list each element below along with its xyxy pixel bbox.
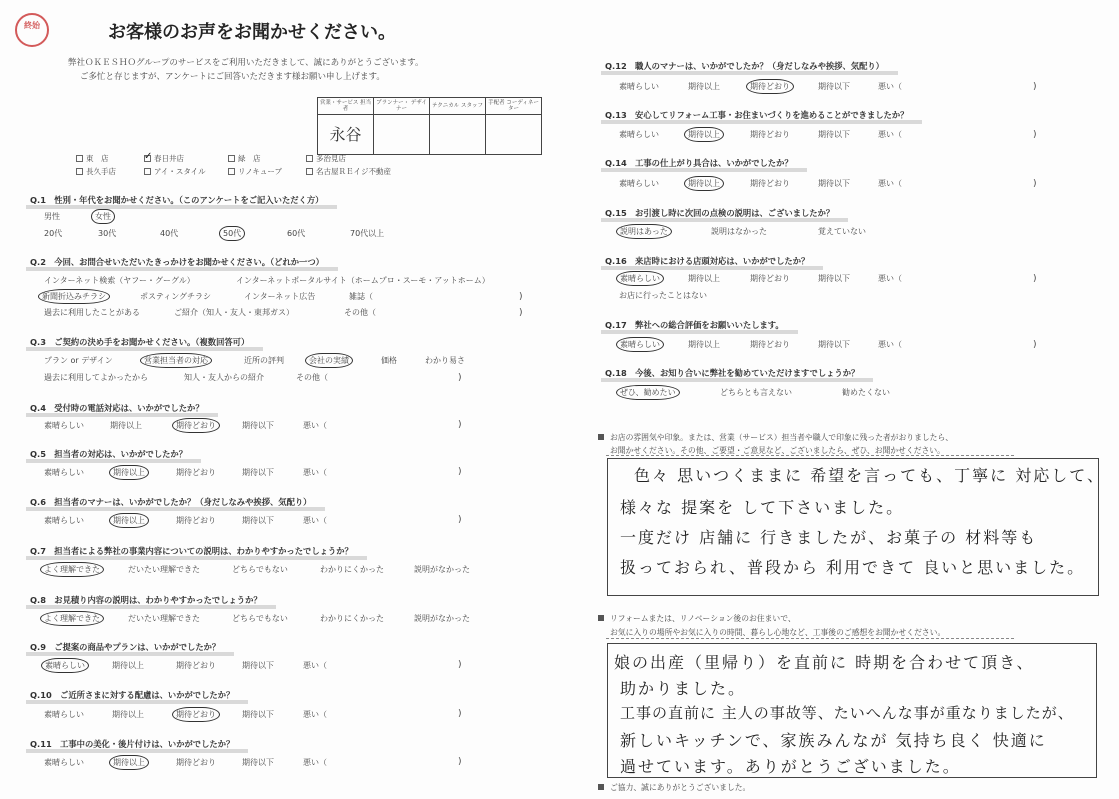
paren-close: )	[1033, 179, 1037, 189]
option[interactable]: 素晴らしい	[44, 710, 84, 719]
option[interactable]: 70代以上	[350, 229, 385, 238]
option[interactable]: 悪い（	[878, 340, 902, 349]
staff-header-technical: テクニカル スタッフ	[430, 98, 486, 115]
staff-table	[317, 97, 542, 155]
question-q12: Q.12 職人のマナーは、いかがでしたか？（身だしなみや挨拶、気配り）	[605, 61, 884, 71]
option[interactable]: 期待以上	[110, 421, 142, 430]
store-option[interactable]: 長久手店	[76, 166, 116, 177]
option-selected[interactable]: よく理解できた	[41, 563, 103, 576]
option[interactable]: 期待以下	[242, 468, 274, 477]
option[interactable]: 期待どおり	[176, 516, 216, 525]
option[interactable]: 40代	[160, 229, 179, 238]
option[interactable]: だいたい理解できた	[128, 614, 200, 623]
option[interactable]: わかり易さ	[425, 356, 465, 365]
option[interactable]: 期待以上	[112, 661, 144, 670]
option[interactable]: インターネット検索（ヤフー・グーグル）	[44, 276, 195, 285]
option[interactable]: 素晴らしい	[44, 516, 84, 525]
question-q7: Q.7 担当者による弊社の事業内容についての説明は、わかりやすかったでしょうか？	[30, 546, 353, 556]
paren-close: )	[458, 660, 462, 670]
option-selected[interactable]: 女性	[92, 210, 114, 223]
option[interactable]: 期待どおり	[750, 179, 790, 188]
option-selected[interactable]: 素晴らしい	[42, 659, 88, 672]
question-q2: Q.2 今回、お問合せいただいたきっかけをお聞かせください。（どれか一つ）	[30, 257, 324, 267]
paren-close: )	[458, 757, 462, 767]
option[interactable]: 説明がなかった	[414, 565, 470, 574]
paren-close: )	[519, 292, 523, 302]
checkbox-icon[interactable]	[306, 155, 313, 162]
option[interactable]: 悪い（	[303, 758, 327, 767]
question-q16: Q.16 来店時における店頭対応は、いかがでしたか？	[605, 256, 810, 266]
option-selected[interactable]: 素晴らしい	[617, 272, 663, 285]
option[interactable]: 期待以下	[242, 421, 274, 430]
option[interactable]: 近所の評判	[244, 356, 284, 365]
option[interactable]: 悪い（	[303, 421, 327, 430]
option[interactable]: 悪い（	[303, 516, 327, 525]
option[interactable]: 期待以下	[242, 758, 274, 767]
question-q18: Q.18 今後、お知り合いに弊社を勧めていただけますでしょうか？	[605, 368, 860, 378]
option[interactable]: 悪い（	[878, 130, 902, 139]
comment-1-line-4: 扱っておられ、普段から 利用できて 良いと思いました。	[620, 558, 1086, 577]
staff-value-technical[interactable]	[430, 115, 486, 155]
intro-line-1: 弊社ＯＫＥＳＨＯグループのサービスをご利用いただきまして、誠にありがとうございます。	[68, 58, 424, 68]
option[interactable]: インターネットポータルサイト（ホームプロ・スーモ・アットホーム）	[236, 276, 490, 285]
option[interactable]: プラン or デザイン	[44, 356, 113, 365]
option[interactable]: 素晴らしい	[619, 130, 659, 139]
option[interactable]: 期待以下	[818, 340, 850, 349]
question-q15: Q.15 お引渡し時に次回の点検の説明は、ございましたか？	[605, 208, 835, 218]
paren-close: )	[458, 709, 462, 719]
option-selected[interactable]: ぜひ、勧めたい	[617, 386, 679, 399]
option[interactable]: 20代	[44, 229, 63, 238]
square-bullet-icon	[598, 434, 604, 440]
question-q6: Q.6 担当者のマナーは、いかがでしたか？（身だしなみや挨拶、気配り）	[30, 497, 312, 507]
option[interactable]: 知人・友人からの紹介	[184, 373, 264, 382]
question-q13: Q.13 安心してリフォーム工事・お住まいづくりを進めることができましたか？	[605, 110, 909, 120]
dashed-rule	[606, 455, 1014, 456]
option[interactable]: 素晴らしい	[44, 758, 84, 767]
comment-box-2[interactable]	[607, 643, 1097, 778]
option[interactable]: 期待以上	[688, 274, 720, 283]
option[interactable]: お店に行ったことはない	[619, 291, 707, 300]
seal-stamp: 終始	[15, 13, 49, 47]
question-q9: Q.9 ご提案の商品やプランは、いかがでしたか？	[30, 642, 221, 652]
checkbox-icon[interactable]	[306, 168, 313, 175]
option[interactable]: 期待どおり	[750, 274, 790, 283]
option[interactable]: 期待どおり	[750, 130, 790, 139]
comment-2-line-2: 助かりました。	[620, 679, 747, 698]
option[interactable]: 覚えていない	[818, 227, 866, 236]
option[interactable]: 雑誌（	[349, 292, 373, 301]
option-selected[interactable]: 期待どおり	[173, 419, 219, 432]
option[interactable]: 素晴らしい	[44, 421, 84, 430]
option[interactable]: インターネット広告	[244, 292, 316, 301]
question-q4: Q.4 受付時の電話対応は、いかがでしたか？	[30, 403, 204, 413]
option[interactable]: 悪い（	[303, 468, 327, 477]
option[interactable]: 素晴らしい	[619, 82, 659, 91]
question-q11: Q.11 工事中の美化・後片付けは、いかがでしたか？	[30, 739, 235, 749]
staff-value-sales[interactable]: 永谷	[318, 115, 374, 155]
checkbox-icon[interactable]	[76, 155, 83, 162]
option[interactable]: 悪い（	[303, 661, 327, 670]
option[interactable]: 期待以上	[112, 710, 144, 719]
comment-1-line-2: 様々な 提案を して下さいました。	[620, 498, 905, 517]
option[interactable]: 悪い（	[303, 710, 327, 719]
paren-close: )	[1033, 130, 1037, 140]
option[interactable]: だいたい理解できた	[128, 565, 200, 574]
option[interactable]: 60代	[287, 229, 306, 238]
store-option[interactable]: 緑 店	[228, 153, 261, 164]
option[interactable]: ご紹介（知人・友人・東邦ガス）	[174, 308, 294, 317]
option[interactable]: 説明はなかった	[711, 227, 767, 236]
comment-1-line-1: 色々 思いつくままに 希望を言っても、丁寧に 対応して、	[634, 466, 1105, 485]
option[interactable]: 期待以上	[688, 340, 720, 349]
question-q8: Q.8 お見積り内容の説明は、わかりやすかったでしょうか？	[30, 595, 262, 605]
paren-close: )	[458, 515, 462, 525]
store-option-kasugai[interactable]: ✓ 春日井店	[144, 153, 184, 164]
option-selected[interactable]: よく理解できた	[41, 612, 103, 625]
option[interactable]: 素晴らしい	[44, 468, 84, 477]
question-q14: Q.14 工事の仕上がり具合は、いかがでしたか？	[605, 158, 793, 168]
option[interactable]: 期待どおり	[176, 468, 216, 477]
option-selected[interactable]: 期待どおり	[747, 80, 793, 93]
section-heading-2: リフォームまたは、リノベーション後のお住まいで、	[598, 613, 796, 624]
option[interactable]: 過去に利用してよかったから	[44, 373, 148, 382]
staff-value-planner[interactable]	[374, 115, 430, 155]
option[interactable]: ポスティングチラシ	[140, 292, 212, 301]
paren-close: )	[1033, 82, 1037, 92]
option[interactable]: 期待以上	[688, 82, 720, 91]
option[interactable]: 期待以下	[242, 710, 274, 719]
option[interactable]: 悪い（	[878, 274, 902, 283]
store-option[interactable]: リノキューブ	[228, 166, 282, 177]
option-selected[interactable]: 期待どおり	[173, 708, 219, 721]
paren-close: )	[458, 373, 462, 383]
option[interactable]: 期待以下	[818, 82, 850, 91]
option[interactable]: 説明がなかった	[414, 614, 470, 623]
intro-line-2: ご多忙と存じますが、アンケートにご回答いただきます様お願い申し上げます。	[80, 72, 385, 82]
comment-1-line-3: 一度だけ 店舗に 行きましたが、お菓子の 材料等も	[620, 528, 1038, 547]
option[interactable]: 悪い（	[878, 82, 902, 91]
question-q17: Q.17 弊社への総合評価をお願いいたします。	[605, 320, 784, 330]
option[interactable]: その他（	[296, 373, 328, 382]
option-selected[interactable]: 期待以上	[685, 128, 723, 141]
staff-value-coordinator[interactable]	[486, 115, 542, 155]
option-selected[interactable]: 期待以上	[110, 466, 148, 479]
option[interactable]: どちらとも言えない	[720, 388, 792, 397]
option-selected[interactable]: 50代	[220, 227, 244, 240]
question-q3: Q.3 ご契約の決め手をお聞かせください。（複数回答可）	[30, 337, 250, 347]
option[interactable]: 期待どおり	[176, 661, 216, 670]
comment-box-1[interactable]	[607, 458, 1105, 596]
comment-2-line-3: 工事の直前に 主人の事故等、たいへんな事が重なりましたが、	[620, 704, 1074, 722]
option-selected[interactable]: 素晴らしい	[617, 338, 663, 351]
option[interactable]: 期待以下	[818, 179, 850, 188]
option[interactable]: 期待以下	[242, 661, 274, 670]
checkbox-checked-icon[interactable]	[144, 155, 151, 162]
checkbox-icon[interactable]	[76, 168, 83, 175]
option[interactable]: 期待以下	[818, 274, 850, 283]
paren-close: )	[458, 467, 462, 477]
option[interactable]: 期待以下	[242, 516, 274, 525]
option-selected[interactable]: 新聞折込みチラシ	[39, 290, 109, 303]
paren-close: )	[1033, 274, 1037, 284]
store-option[interactable]: 名古屋ＲＥイジ不動産	[306, 166, 391, 177]
question-q1: Q.1 性別・年代をお聞かせください。（このアンケートをご記入いただく方）	[30, 195, 324, 205]
comment-2-line-5: 過せています。ありがとうございました。	[620, 757, 961, 776]
comment-2-line-4: 新しいキッチンで、家族みんなが 気持ち良く 快適に	[620, 731, 1047, 750]
option[interactable]: 期待どおり	[176, 758, 216, 767]
option-selected[interactable]: 期待以上	[110, 756, 148, 769]
option[interactable]: 男性	[44, 212, 60, 221]
square-bullet-icon	[598, 615, 604, 621]
page-title: お客様のお声をお聞かせください。	[108, 22, 396, 43]
checkbox-icon[interactable]	[228, 155, 235, 162]
option[interactable]: 期待どおり	[750, 340, 790, 349]
question-q5: Q.5 担当者の対応は、いかがでしたか？	[30, 449, 188, 459]
option[interactable]: 悪い（	[878, 179, 902, 188]
option-selected[interactable]: 期待以上	[685, 177, 723, 190]
option[interactable]: わかりにくかった	[320, 565, 384, 574]
section-heading-2-line-2: お気に入りの場所やお気に入りの時間、暮らし心地など、工事後のご感想をお聞かせください。	[610, 628, 946, 637]
store-option[interactable]: 東 店	[76, 153, 109, 164]
option[interactable]: どちらでもない	[232, 565, 288, 574]
staff-header-coordinator: 手配者 コーディネーター	[486, 98, 542, 115]
option[interactable]: 30代	[98, 229, 117, 238]
option[interactable]: 素晴らしい	[619, 179, 659, 188]
store-option[interactable]: 多治見店	[306, 153, 346, 164]
square-bullet-icon	[598, 784, 604, 790]
option[interactable]: わかりにくかった	[320, 614, 384, 623]
paren-close: )	[1033, 340, 1037, 350]
staff-header-planner: プランナー・ デザイナー	[374, 98, 430, 115]
question-q10: Q.10 ご近所さまに対する配慮は、いかがでしたか？	[30, 690, 235, 700]
option-selected[interactable]: 期待以上	[110, 514, 148, 527]
option[interactable]: 価格	[381, 356, 397, 365]
section-heading-1: お店の雰囲気や印象。または、営業（サービス）担当者や職人で印象に残った者がおりましたら、	[598, 432, 953, 443]
section-heading-1-line-2: お聞かせください。その他、ご要望・ご意見など、ございましたら、ぜひ、お聞かせください。	[610, 446, 945, 455]
option[interactable]: 過去に利用したことがある	[44, 308, 140, 317]
option[interactable]: その他（	[344, 308, 376, 317]
option[interactable]: どちらでもない	[232, 614, 288, 623]
option[interactable]: 期待以下	[818, 130, 850, 139]
option-selected[interactable]: 説明はあった	[617, 225, 671, 238]
option[interactable]: 勧めたくない	[842, 388, 890, 397]
staff-header-sales: 営業・サービス 担当者	[318, 98, 374, 115]
paren-close: )	[519, 308, 523, 318]
checkbox-icon[interactable]	[144, 168, 151, 175]
paren-close: )	[458, 420, 462, 430]
closing-note: ご協力、誠にありがとうございました。	[598, 782, 750, 793]
comment-2-line-1: 娘の出産（里帰り）を直前に 時期を合わせて頂き、	[614, 653, 1035, 672]
option-selected[interactable]: 営業担当者の対応	[141, 354, 211, 367]
store-option[interactable]: アイ・スタイル	[144, 166, 206, 177]
option-selected[interactable]: 会社の実績	[306, 354, 352, 367]
dashed-rule	[606, 638, 1014, 639]
checkbox-icon[interactable]	[228, 168, 235, 175]
